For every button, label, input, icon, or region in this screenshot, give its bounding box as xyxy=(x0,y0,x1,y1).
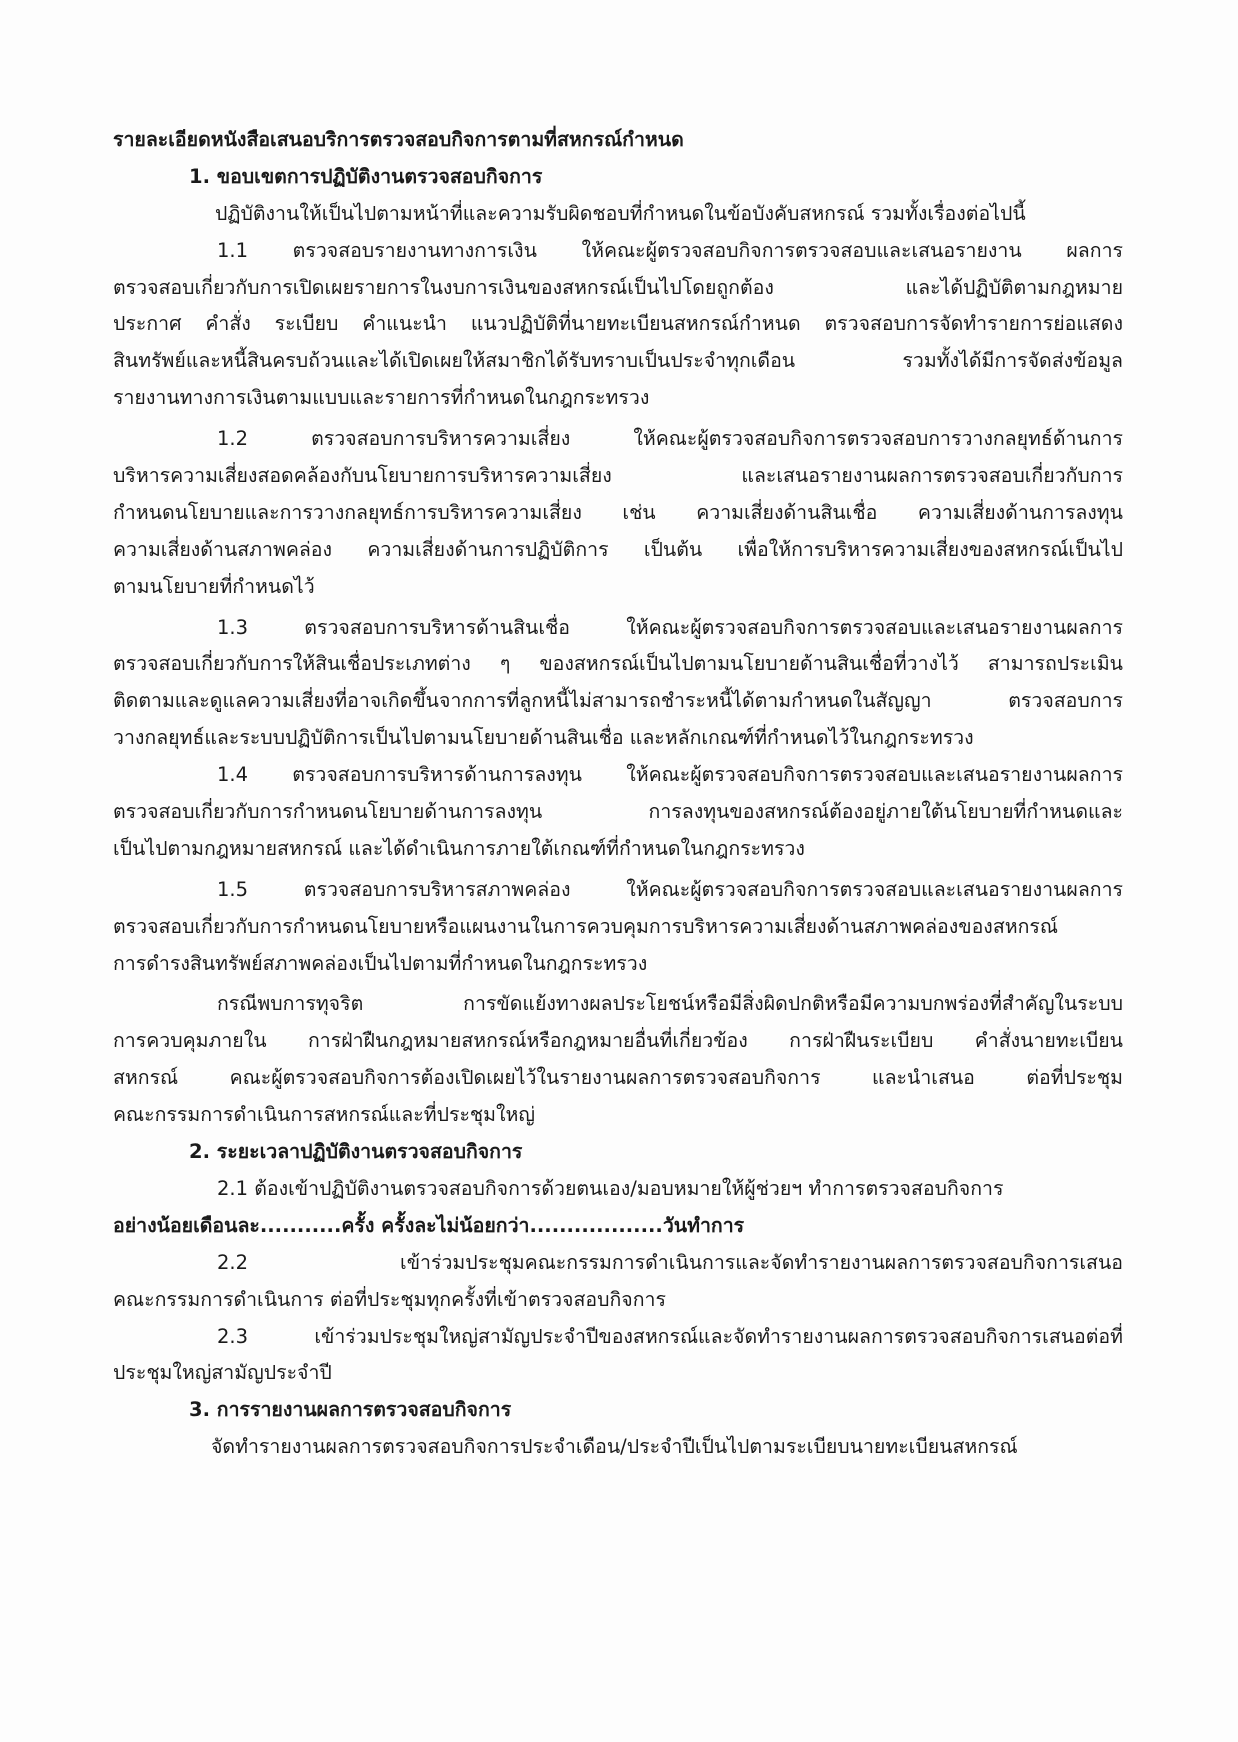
document-title: รายละเอียดหนังสือเสนอบริการตรวจสอบกิจการตามที่สหกรณ์กำหนด xyxy=(113,128,684,151)
paragraph-1-5 xyxy=(113,872,1123,983)
paragraph-line: คณะกรรมการดำเนินการ ต่อที่ประชุมทุกครั้งที่เข้าตรวจสอบกิจการ xyxy=(113,1287,666,1311)
paragraph-line: ตรวจสอบเกี่ยวกับการให้สินเชื่อประเภทต่าง ๆ ของสหกรณ์เป็นไปตามนโยบายด้านสินเชื่อที่วางไว้ สามารถประเมิน xyxy=(113,652,1123,676)
section-1-heading: 1. ขอบเขตการปฏิบัติงานตรวจสอบกิจการ xyxy=(189,164,543,188)
paragraph-line: 2.2 เข้าร่วมประชุมคณะกรรมการดำเนินการและจัดทำรายงานผลการตรวจสอบกิจการเสนอ xyxy=(217,1250,1123,1274)
paragraph-line: ตามนโยบายที่กำหนดไว้ xyxy=(113,574,315,598)
paragraph-line: สินทรัพย์และหนี้สินครบถ้วนและได้เปิดเผยให้สมาชิกได้รับทราบเป็นประจำทุกเดือน รวมทั้งได้มีการจัดส่งข้อมูล xyxy=(113,349,1123,373)
paragraph-line: 2.1 ต้องเข้าปฏิบัติงานตรวจสอบกิจการด้วยตนเอง/มอบหมายให้ผู้ช่วยฯ ทำการตรวจสอบกิจการ xyxy=(217,1176,1004,1200)
paragraph-line: การดำรงสินทรัพย์สภาพคล่องเป็นไปตามที่กำหนดในกฎกระทรวง xyxy=(113,951,648,975)
paragraph-line: ความเสี่ยงด้านสภาพคล่อง ความเสี่ยงด้านการปฏิบัติการ เป็นต้น เพื่อให้การบริหารความเสี่ยงของสหกรณ์เป็นไป xyxy=(113,537,1123,561)
paragraph-1-1 xyxy=(113,233,1123,417)
section-3-body: จัดทำรายงานผลการตรวจสอบกิจการประจำเดือน/ประจำปีเป็นไปตามระเบียบนายทะเบียนสหกรณ์ xyxy=(211,1435,1018,1459)
paragraph-line: 1.3 ตรวจสอบการบริหารด้านสินเชื่อ ให้คณะผู้ตรวจสอบกิจการตรวจสอบและเสนอรายงานผลการ xyxy=(217,615,1123,639)
paragraph-line: ตรวจสอบเกี่ยวกับการเปิดเผยรายการในงบการเงินของสหกรณ์เป็นไปโดยถูกต้อง และได้ปฏิบัติตามกฎหมาย xyxy=(113,275,1123,299)
paragraph-line: ตรวจสอบเกี่ยวกับการกำหนดนโยบายด้านการลงทุน การลงทุนของสหกรณ์ต้องอยู่ภายใต้นโยบายที่กำหนดและ xyxy=(113,800,1123,824)
paragraph-line: สหกรณ์ คณะผู้ตรวจสอบกิจการต้องเปิดเผยไว้ในรายงานผลการตรวจสอบกิจการ และนำเสนอ ต่อที่ประชุม xyxy=(113,1066,1123,1090)
paragraph-line: ประกาศ คำสั่ง ระเบียบ คำแนะนำ แนวปฏิบัติที่นายทะเบียนสหกรณ์กำหนด ตรวจสอบการจัดทำรายการย่อแสดง xyxy=(113,312,1123,336)
paragraph-line: เป็นไปตามกฎหมายสหกรณ์ และได้ดำเนินการภายใต้เกณฑ์ที่กำหนดในกฎกระทรวง xyxy=(113,836,805,860)
paragraph-line: 1.1 ตรวจสอบรายงานทางการเงิน ให้คณะผู้ตรวจสอบกิจการตรวจสอบและเสนอรายงาน ผลการ xyxy=(217,238,1123,262)
paragraph-line: ติดตามและดูแลความเสี่ยงที่อาจเกิดขึ้นจากการที่ลูกหนี้ไม่สามารถชำระหนี้ได้ตามกำหนดในสัญญา ตรวจสอบการ xyxy=(113,689,1123,713)
paragraph-line-fill-in: อย่างน้อยเดือนละ...........ครั้ง ครั้งละไม่น้อยกว่า..................วันทำการ xyxy=(113,1213,745,1237)
section-3-heading: 3. การรายงานผลการตรวจสอบกิจการ xyxy=(189,1398,512,1422)
paragraph-line: ตรวจสอบเกี่ยวกับการกำหนดนโยบายหรือแผนงานในการควบคุมการบริหารความเสี่ยงด้านสภาพคล่องของสหกรณ์ xyxy=(113,914,1058,938)
section-1-intro: ปฏิบัติงานให้เป็นไปตามหน้าที่และความรับผิดชอบที่กำหนดในข้อบังคับสหกรณ์ รวมทั้งเรื่องต่อไปนี้ xyxy=(215,201,1026,225)
paragraph-1-4 xyxy=(113,757,1123,868)
paragraph-line: 1.5 ตรวจสอบการบริหารสภาพคล่อง ให้คณะผู้ตรวจสอบกิจการตรวจสอบและเสนอรายงานผลการ xyxy=(217,877,1123,901)
paragraph-line: วางกลยุทธ์และระบบปฏิบัติการเป็นไปตามนโยบายด้านสินเชื่อ และหลักเกณฑ์ที่กำหนดไว้ในกฎกระทรวง xyxy=(113,726,974,750)
paragraph-line: 2.3 เข้าร่วมประชุมใหญ่สามัญประจำปีของสหกรณ์และจัดทำรายงานผลการตรวจสอบกิจการเสนอต่อที่ xyxy=(217,1324,1123,1348)
paragraph-2-2 xyxy=(113,1245,1123,1319)
paragraph-2-3 xyxy=(113,1319,1123,1393)
document-body xyxy=(113,122,1123,1466)
paragraph-line: บริหารความเสี่ยงสอดคล้องกับนโยบายการบริหารความเสี่ยง และเสนอรายงานผลการตรวจสอบเกี่ยวกับการ xyxy=(113,464,1123,488)
paragraph-line: กรณีพบการทุจริต การขัดแย้งทางผลประโยชน์หรือมีสิ่งผิดปกติหรือมีความบกพร่องที่สำคัญในระบบ xyxy=(217,992,1123,1016)
section-2-heading: 2. ระยะเวลาปฏิบัติงานตรวจสอบกิจการ xyxy=(189,1140,523,1164)
paragraph-line: รายงานทางการเงินตามแบบและรายการที่กำหนดในกฎกระทรวง xyxy=(113,386,650,410)
paragraph-1-2 xyxy=(113,421,1123,605)
paragraph-line: ประชุมใหญ่สามัญประจำปี xyxy=(113,1361,332,1385)
paragraph-line: คณะกรรมการดำเนินการสหกรณ์และที่ประชุมใหญ่ xyxy=(113,1103,535,1127)
paragraph-fraud xyxy=(113,986,1123,1134)
paragraph-line: การควบคุมภายใน การฝ่าฝืนกฎหมายสหกรณ์หรือกฎหมายอื่นที่เกี่ยวข้อง การฝ่าฝืนระเบียบ คำสั่งนายทะเบียน xyxy=(113,1029,1123,1053)
paragraph-line: กำหนดนโยบายและการวางกลยุทธ์การบริหารความเสี่ยง เช่น ความเสี่ยงด้านสินเชื่อ ความเสี่ยงด้านการลงทุน xyxy=(113,500,1123,524)
paragraph-2-1 xyxy=(113,1171,1123,1245)
paragraph-line: 1.2 ตรวจสอบการบริหารความเสี่ยง ให้คณะผู้ตรวจสอบกิจการตรวจสอบการวางกลยุทธ์ด้านการ xyxy=(217,427,1123,451)
paragraph-line: 1.4 ตรวจสอบการบริหารด้านการลงทุน ให้คณะผู้ตรวจสอบกิจการตรวจสอบและเสนอรายงานผลการ xyxy=(217,763,1123,787)
paragraph-1-3 xyxy=(113,610,1123,758)
